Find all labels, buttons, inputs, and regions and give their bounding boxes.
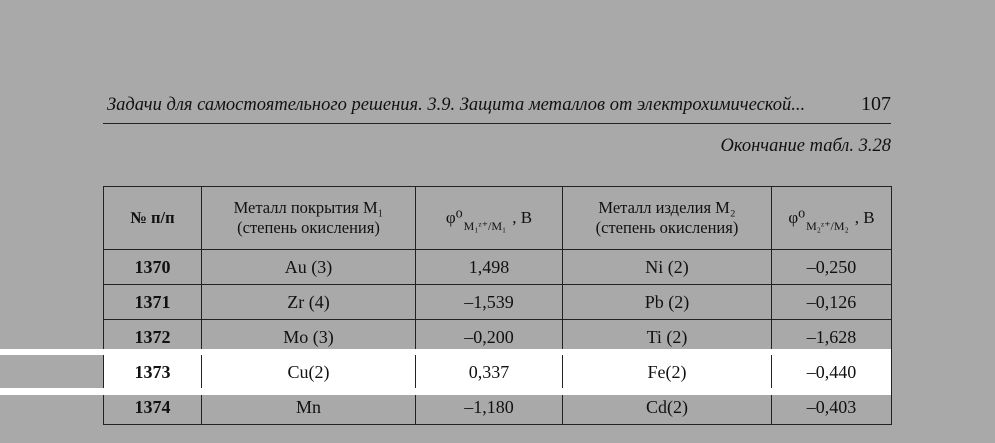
phi1-unit: , В bbox=[512, 208, 533, 227]
table-row bbox=[104, 390, 892, 425]
phi2-cell: –0,403 bbox=[772, 390, 892, 425]
item-metal-cell: Ti (2) bbox=[563, 320, 772, 355]
coating-metal-cell: Zr (4) bbox=[202, 285, 416, 320]
phi1-symbol: φ⁰ bbox=[445, 208, 463, 227]
phi2-unit: , В bbox=[854, 208, 875, 227]
header-coating-line2: (степень окисления) bbox=[237, 218, 380, 237]
header-item-line1: Металл изделия M₂ bbox=[598, 198, 736, 217]
table-header-row bbox=[104, 187, 892, 250]
page-number: 107 bbox=[861, 93, 891, 115]
row-number: 1370 bbox=[104, 250, 202, 285]
header-phi2 bbox=[772, 187, 892, 250]
table-row bbox=[104, 250, 892, 285]
coating-metal-cell: Cu(2) bbox=[202, 355, 416, 390]
highlighted-table-row bbox=[104, 355, 892, 390]
phi1-subscript: M₁ᶻ⁺/M₁ bbox=[463, 219, 507, 233]
table-caption: Окончание табл. 3.28 bbox=[720, 136, 891, 156]
item-metal-cell: Cd(2) bbox=[563, 390, 772, 425]
header-coating-metal bbox=[202, 187, 416, 250]
phi1-cell: 1,498 bbox=[416, 250, 563, 285]
phi2-cell: –0,440 bbox=[772, 355, 892, 390]
phi2-subscript: M₂ᶻ⁺/M₂ bbox=[806, 219, 849, 233]
header-item-metal bbox=[563, 187, 772, 250]
page-header bbox=[103, 93, 891, 124]
coating-metal-cell: Mn bbox=[202, 390, 416, 425]
item-metal-cell: Fe(2) bbox=[563, 355, 772, 390]
row-number: 1374 bbox=[104, 390, 202, 425]
phi2-cell: –1,628 bbox=[772, 320, 892, 355]
coating-metal-cell: Au (3) bbox=[202, 250, 416, 285]
header-num: № п/п bbox=[104, 187, 202, 250]
header-item-line2: (степень окисления) bbox=[595, 218, 739, 237]
phi1-cell: –0,200 bbox=[416, 320, 563, 355]
phi1-cell: 0,337 bbox=[416, 355, 563, 390]
phi1-cell: –1,180 bbox=[416, 390, 563, 425]
phi2-cell: –0,250 bbox=[772, 250, 892, 285]
running-title: Задачи для самостоятельного решения. 3.9. Защита металлов от электрохимической... bbox=[107, 95, 806, 115]
header-phi1 bbox=[416, 187, 563, 250]
phi2-cell: –0,126 bbox=[772, 285, 892, 320]
metals-table bbox=[103, 186, 892, 425]
item-metal-cell: Pb (2) bbox=[563, 285, 772, 320]
row-number: 1372 bbox=[104, 320, 202, 355]
coating-metal-cell: Mo (3) bbox=[202, 320, 416, 355]
header-coating-line1: Металл покрытия M₁ bbox=[233, 198, 384, 217]
item-metal-cell: Ni (2) bbox=[563, 250, 772, 285]
phi1-cell: –1,539 bbox=[416, 285, 563, 320]
table-row bbox=[104, 320, 892, 355]
table-row bbox=[104, 285, 892, 320]
phi2-symbol: φ⁰ bbox=[788, 208, 806, 227]
row-number: 1371 bbox=[104, 285, 202, 320]
row-number: 1373 bbox=[104, 355, 202, 390]
